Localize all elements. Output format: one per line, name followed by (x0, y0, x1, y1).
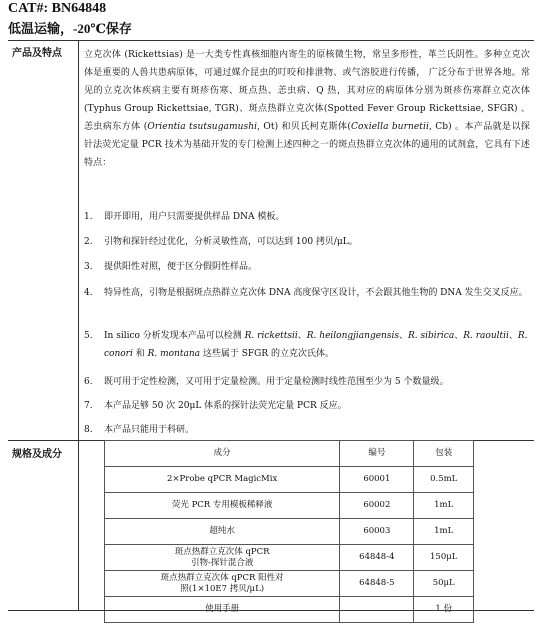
feature-8 (84, 421, 530, 439)
feature-number: 8. (84, 425, 93, 435)
table-cell: 斑点热群立克次体 qPCR 引物-探针混合液 (105, 545, 340, 571)
species-name: R. sibirica (407, 331, 455, 341)
feature-5 (84, 327, 530, 359)
orientia-name: Orientia tsutsugamushi (147, 122, 258, 132)
table-cell: 64848-5 (340, 571, 414, 597)
section-divider-2 (78, 440, 79, 610)
feature-text: 即开即用，用户只需要提供样品 DNA 模板。 (104, 212, 285, 222)
feature-number: 3. (84, 262, 93, 272)
feature-text (104, 327, 530, 363)
table-row (105, 519, 474, 545)
feature-number: 1. (84, 212, 93, 222)
table-cell: 超纯水 (105, 519, 340, 545)
feature-text: 本产品足够 50 次 20μL 体系的探针法荧光定量 PCR 反应。 (104, 401, 347, 411)
feature-1 (84, 208, 530, 226)
feature5-post: 这些属于 SFGR 的立克次氏体。 (200, 349, 334, 359)
table-cell: 60003 (340, 519, 414, 545)
table-row (105, 493, 474, 519)
feature-number: 5. (84, 331, 93, 341)
table-cell: 0.5mL (414, 467, 474, 493)
separator: 、 (297, 331, 307, 341)
feature-number: 4. (84, 288, 93, 298)
intro-text-2: , Ot) 和贝氏柯克斯体( (257, 122, 352, 132)
table-cell: 荧光 PCR 专用模板稀释液 (105, 493, 340, 519)
feature-text: 特异性高，引物是根据斑点热群立克次体 DNA 高度保守区设计，不会跟其他生物的 DNA 发生交叉反应。 (104, 288, 528, 298)
feature-text: 本产品只能用于科研。 (104, 425, 195, 435)
separator: 、 (508, 331, 518, 341)
species-name: R. rickettsii (244, 331, 298, 341)
table-cell: 1mL (414, 519, 474, 545)
feature-number: 6. (84, 377, 93, 387)
table-cell: 1mL (414, 493, 474, 519)
table-cell: 60002 (340, 493, 414, 519)
column-header: 成分 (105, 441, 340, 467)
feature-text: 提供阳性对照，便于区分假阴性样品。 (104, 262, 258, 272)
feature-text: 既可用于定性检测，又可用于定量检测。用于定量检测时线性范围至少为 5 个数量级。 (104, 377, 449, 387)
species-name: R. montana (147, 349, 200, 359)
column-header: 包装 (414, 441, 474, 467)
intro-text-1: 立克次体 (Rickettsias) 是一大类专性真核细胞内寄生的原核微生物，常呈多形性，革兰氏阴性。多种立克次体是重要的人兽共患病原体，可通过媒介昆虫的叮咬和排泄物、或气溶胶进行传播， 广泛分布于世界各地。常见的立克次体疾病主要有斑疹伤寒、斑点热、恙虫病、Q 热，其对应的病原体分别为斑疹伤寒群立克次体 (Typhus Group Rickettsiae, TGR)、斑点热群立克次体(Spotted Fever Group Rickettsiae, SFGR) 、恙虫病东方体 ( (84, 50, 530, 132)
section-label-components: 规格及成分 (12, 449, 62, 460)
table-cell: 1 份 (414, 597, 474, 623)
separator: 、 (454, 331, 464, 341)
feature-6 (84, 373, 530, 391)
species-name: R. raoultii (463, 331, 509, 341)
feature-2 (84, 233, 530, 251)
section-divider-1 (78, 40, 79, 440)
components-table (104, 440, 474, 623)
feature-7 (84, 397, 530, 415)
feature-3 (84, 258, 530, 276)
top-rule (8, 40, 534, 41)
feature-number: 7. (84, 401, 93, 411)
table-cell: 60001 (340, 467, 414, 493)
table-cell: 斑点热群立克次体 qPCR 阳性对 照(1×10E7 拷贝/μL) (105, 571, 340, 597)
conjunction: 和 (132, 349, 148, 359)
section-label-features: 产品及特点 (12, 48, 62, 59)
intro-text-3: , Cb) 。本产品就是以探针法荧光定量 PCR 技术为基础开发的专门检测上述四种之一的斑点热群立克次体的通用的试剂盒，它具有下述特点： (84, 122, 530, 168)
feature5-pre: In silico 分析发现本产品可以检测 (104, 331, 245, 341)
table-header-row (105, 441, 474, 467)
feature-number: 2. (84, 237, 93, 247)
table-row (105, 571, 474, 597)
species-name: R. heilongjiangensis (306, 331, 399, 341)
table-cell: 2×Probe qPCR MagicMix (105, 467, 340, 493)
shipping-storage-note: 低温运输，-20℃保存 (8, 21, 132, 36)
separator: 、 (398, 331, 408, 341)
table-cell: 150μL (414, 545, 474, 571)
column-header: 编号 (340, 441, 414, 467)
table-cell: 使用手册 (105, 597, 340, 623)
species-name: R. conori (104, 331, 528, 359)
table-row (105, 545, 474, 571)
table-cell: 50μL (414, 571, 474, 597)
table-row (105, 467, 474, 493)
feature-4 (84, 284, 530, 302)
table-cell: 64848-4 (340, 545, 414, 571)
bottom-rule (8, 610, 534, 611)
feature-text: 引物和探针经过优化，分析灵敏性高，可以达到 100 拷贝/μL。 (104, 237, 358, 247)
intro-paragraph (84, 46, 530, 172)
coxiella-name: Coxiella burnetii (351, 122, 429, 132)
catalog-number: CAT#: BN64848 (8, 1, 107, 16)
